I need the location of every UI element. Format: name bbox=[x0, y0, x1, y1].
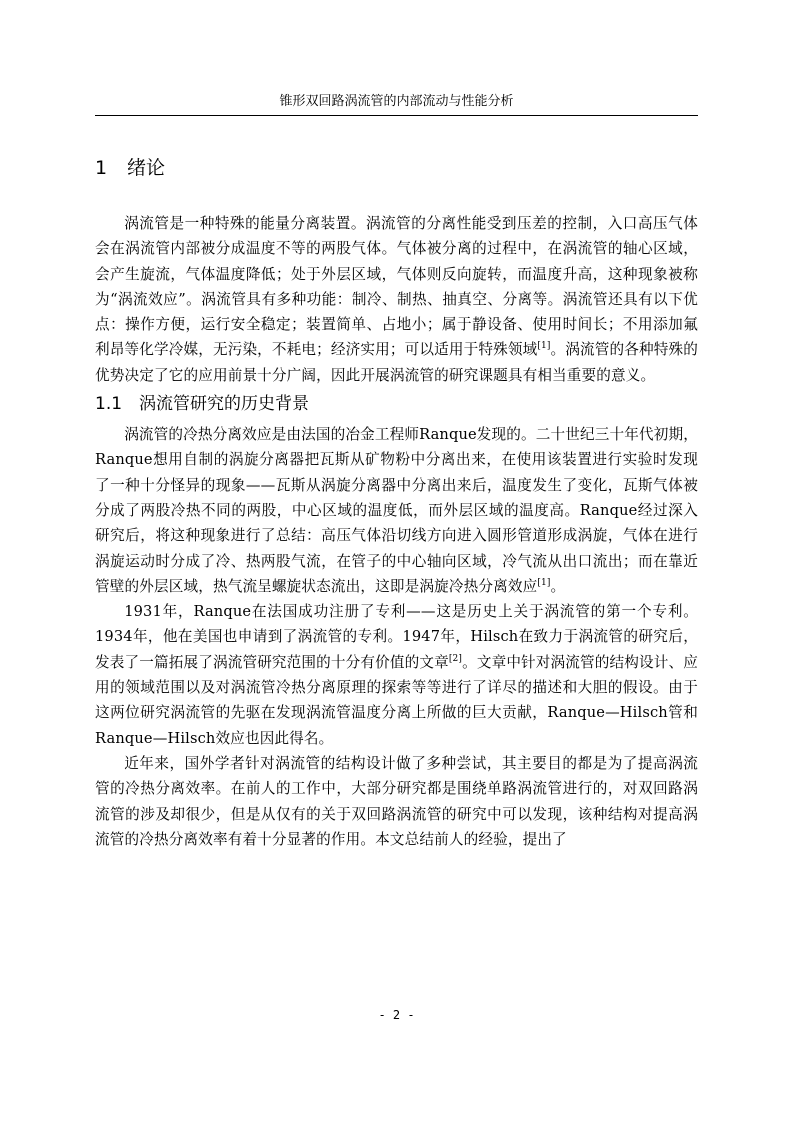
chapter-heading bbox=[95, 148, 698, 188]
citation: [2] bbox=[448, 653, 463, 664]
paragraph: 涡流管的冷热分离效应是由法国的冶金工程师Ranque发现的。二十世纪三十年代初期，Ranque想用自制的涡旋分离器把瓦斯从矿物粉中分离出来，在使用该装置进行实验时发现了一种十分怪异的现象——瓦斯从涡旋分离器中分离出来后，温度发生了变化，瓦斯气体被分成了两股冷热不同的两股，中心区域的温度低，而外层区域的温度高。Ranque经过深入研究后，将这种现象进行了总结：高压气体沿切线方向进入圆形管道形成涡旋，气体在进行涡旋运动时分成了冷、热两股气流，在管子的中心轴向区域，冷气流从出口流出；而在靠近管壁的外层区域，热气流呈螺旋状态流出，这即是涡旋冷热分离效应[1]。 bbox=[95, 426, 698, 595]
paragraph: 近年来，国外学者针对涡流管的结构设计做了多种尝试，其主要目的都是为了提高涡流管的冷热分离效率。在前人的工作中，大部分研究都是围绕单路涡流管进行的，对双回路涡流管的涉及却很少，但是从仅有的关于双回路涡流管的研究中可以发现，该种结构对提高涡流管的冷热分离效率有着十分显著的作用。本文总结前人的经验，提出了 bbox=[95, 754, 698, 848]
running-header: 锥形双回路涡流管的内部流动与性能分析 bbox=[279, 94, 514, 109]
section-title: 涡流管研究的历史背景 bbox=[139, 394, 309, 415]
page-number: - 2 - bbox=[378, 1008, 415, 1022]
header-rule bbox=[95, 115, 698, 116]
paragraph: 涡流管是一种特殊的能量分离装置。涡流管的分离性能受到压差的控制，入口高压气体会在涡流管内部被分成温度不等的两股气体。气体被分离的过程中，在涡流管的轴心区域，会产生旋流，气体温度降低；处于外层区域，气体则反向旋转，而温度升高，这种现象被称为“涡流效应”。涡流管具有多种功能：制冷、制热、抽真空、分离等。涡流管还具有以下优点：操作方便，运行安全稳定；装置简单、占地小；属于静设备、使用时间长；不用添加氟利昂等化学冷媒，无污染，不耗电；经济实用；可以适用于特殊领域[1]。涡流管的各种特殊的优势决定了它的应用前景十分广阔，因此开展涡流管的研究课题具有相当重要的意义。 bbox=[95, 215, 698, 384]
paragraph: 1931年，Ranque在法国成功注册了专利——这是历史上关于涡流管的第一个专利。1934年，他在美国也申请到了涡流管的专利。1947年，Hilsch在致力于涡流管的研究后，发表了一篇拓展了涡流管研究范围的十分有价值的文章[2]。文章中针对涡流管的结构设计、应用的领域范围以及对涡流管冷热分离原理的探索等等进行了详尽的描述和大胆的假设。由于这两位研究涡流管的先驱在发现涡流管温度分离上所做的巨大贡献，Ranque—Hilsch管和Ranque—Hilsch效应也因此得名。 bbox=[95, 603, 698, 747]
citation: [1] bbox=[537, 341, 551, 352]
page-body bbox=[95, 148, 698, 852]
chapter-title: 绪论 bbox=[127, 157, 166, 179]
section-number: 1.1 bbox=[95, 394, 123, 415]
citation: [1] bbox=[537, 578, 551, 588]
chapter-number: 1 bbox=[95, 157, 108, 179]
section-heading bbox=[95, 388, 698, 420]
